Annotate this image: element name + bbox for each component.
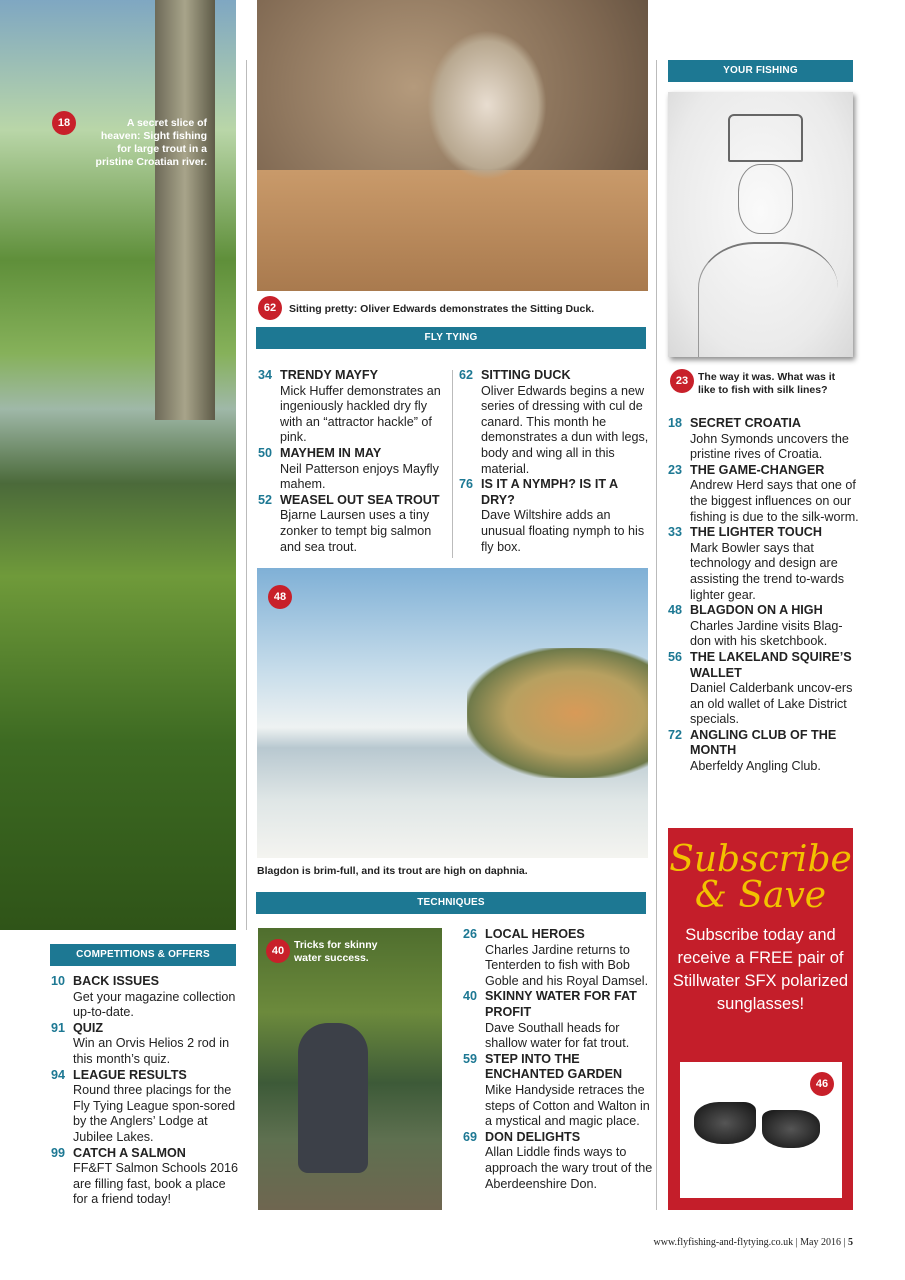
- contents-item[interactable]: [258, 368, 448, 446]
- painting-caption: Blagdon is brim-full, and its trout are high on daphnia.: [257, 865, 528, 877]
- column-divider: [656, 60, 657, 1210]
- subscribe-title-line: Subscribe: [669, 839, 852, 880]
- article-desc: Get your magazine collection up-to-date.: [73, 989, 236, 1020]
- column-divider: [246, 60, 247, 930]
- article-title: TRENDY MAYFY: [280, 368, 378, 382]
- coat-sketch: [698, 242, 838, 357]
- page-number: 69: [463, 1129, 478, 1144]
- contents-item[interactable]: [463, 1052, 653, 1130]
- page-badge: 62: [258, 296, 282, 320]
- article-title: QUIZ: [73, 1020, 104, 1035]
- contents-item[interactable]: [459, 477, 649, 555]
- face-sketch: [738, 164, 793, 234]
- section-header-your-fishing: YOUR FISHING: [668, 60, 853, 82]
- page-number: 33: [668, 525, 683, 540]
- page-number: 52: [258, 492, 273, 507]
- page-number: 76: [459, 477, 474, 492]
- article-title: DON DELIGHTS: [485, 1129, 581, 1144]
- subscribe-title-line: & Save: [694, 875, 827, 916]
- article-title: BACK ISSUES: [73, 974, 160, 988]
- page-number: 23: [668, 462, 683, 477]
- angler-photo: [258, 928, 442, 1210]
- silk-line-sketch: [668, 92, 853, 357]
- article-desc: Mark Bowler says that technology and design are assisting the trend to-wards lighter gear.: [690, 540, 844, 602]
- footer: www.flyfishing-and-flytying.co.uk | May 2016 | 5: [653, 1237, 853, 1248]
- page-number: 40: [463, 989, 478, 1004]
- fly-tying-list-right: [459, 368, 649, 555]
- fly-wing: [427, 30, 547, 180]
- subscribe-title: [668, 839, 853, 916]
- article-desc: John Symonds uncovers the pristine rives of Croatia.: [690, 431, 849, 462]
- contents-item[interactable]: [463, 1130, 653, 1192]
- page-badge: 18: [52, 111, 76, 135]
- section-header-techniques: TECHNIQUES: [256, 892, 646, 914]
- page-number: 18: [668, 416, 683, 430]
- fly-tying-list-left: [258, 368, 448, 555]
- subscribe-body: Subscribe today and receive a FREE pair of Stillwater SFX polarized sunglasses!: [672, 926, 849, 1013]
- article-title: ANGLING CLUB OF THE MONTH: [690, 727, 837, 758]
- contents-item[interactable]: [258, 493, 448, 555]
- article-desc: Round three placings for the Fly Tying League spon-sored by the Anglers’ Lodge at Jubilee Lakes.: [73, 1083, 236, 1144]
- contents-item[interactable]: [668, 603, 860, 650]
- subscribe-promo[interactable]: [668, 828, 853, 1210]
- painted-trees: [467, 648, 648, 778]
- article-title: BLAGDON ON A HIGH: [690, 603, 823, 618]
- page-badge: 40: [266, 939, 290, 963]
- sketch-caption: The way it was. What was it like to fish with silk lines?: [698, 371, 836, 396]
- croatia-river-photo: [0, 0, 236, 930]
- article-desc: Win an Orvis Helios 2 rod in this month’s quiz.: [73, 1036, 230, 1066]
- your-fishing-list: [668, 416, 860, 775]
- sunglasses-lens: [694, 1102, 756, 1144]
- footer-url[interactable]: www.flyfishing-and-flytying.co.uk: [653, 1237, 794, 1248]
- article-title: STEP INTO THE ENCHANTED GARDEN: [485, 1051, 623, 1082]
- contents-item[interactable]: [51, 974, 241, 1021]
- page-number: 94: [51, 1067, 66, 1082]
- article-title: THE LIGHTER TOUCH: [690, 525, 823, 540]
- blagdon-painting: [257, 568, 648, 858]
- contents-item[interactable]: [459, 368, 649, 477]
- photo-caption: A secret slice of heaven: Sight fishing for large trout in a pristine Croatian river.: [95, 117, 207, 168]
- article-desc: Allan Liddle finds ways to approach the wary trout of the Aberdeenshire Don.: [485, 1145, 653, 1191]
- page-number: 34: [258, 368, 273, 382]
- page-number: 56: [668, 649, 683, 664]
- article-desc: Charles Jardine visits Blag-don with his sketchbook.: [690, 618, 843, 649]
- page-badge: 46: [810, 1072, 834, 1096]
- sunglasses-image: [680, 1062, 842, 1198]
- contents-item[interactable]: [51, 1021, 241, 1068]
- section-header-competitions: COMPETITIONS & OFFERS: [50, 944, 236, 966]
- sunglasses-lens: [762, 1110, 820, 1148]
- page-number: 91: [51, 1020, 66, 1035]
- article-desc: Dave Southall heads for shallow water for fat trout.: [485, 1020, 630, 1051]
- page-number: 59: [463, 1051, 478, 1066]
- article-desc: Mick Huffer demonstrates an ingeniously hackled dry fly with an “attractor hackle” of pink.: [280, 383, 441, 445]
- page-number: 50: [258, 445, 273, 460]
- contents-item[interactable]: [463, 989, 653, 1051]
- article-desc: Mike Handyside retraces the steps of Cotton and Walton in a mystical and magic place.: [485, 1082, 650, 1129]
- contents-item[interactable]: [51, 1146, 241, 1208]
- top-hat-sketch: [728, 114, 803, 162]
- article-title: LOCAL HEROES: [485, 927, 585, 941]
- article-desc: Daniel Calderbank uncov-ers an old wallet of Lake District specials.: [690, 681, 853, 727]
- article-title: THE LAKELAND SQUIRE’S WALLET: [690, 649, 852, 680]
- footer-page-number: 5: [848, 1237, 853, 1248]
- contents-item[interactable]: [668, 525, 860, 603]
- page-number: 62: [459, 368, 474, 382]
- page-badge: 23: [670, 369, 694, 393]
- contents-item[interactable]: [668, 650, 860, 728]
- page-number: 48: [668, 603, 683, 618]
- article-title: IS IT A NYMPH? IS IT A DRY?: [481, 477, 618, 507]
- article-title: MAYHEM IN MAY: [280, 445, 382, 460]
- article-title: SITTING DUCK: [481, 368, 571, 382]
- article-title: LEAGUE RESULTS: [73, 1067, 187, 1082]
- sitting-duck-fly-photo: [257, 0, 648, 291]
- tree-trunk: [155, 0, 215, 420]
- column-divider: [452, 370, 453, 558]
- article-title: THE GAME-CHANGER: [690, 462, 825, 477]
- contents-item[interactable]: [668, 463, 860, 525]
- contents-item[interactable]: [51, 1068, 241, 1146]
- article-desc: Andrew Herd says that one of the biggest influences on our fishing is due to the silk-worm.: [690, 478, 859, 524]
- wooden-surface: [257, 170, 648, 291]
- article-desc: Dave Wiltshire adds an unusual floating nymph to his fly box.: [481, 508, 645, 554]
- article-desc: FF&FT Salmon Schools 2016 are filling fast, book a place for a friend today!: [73, 1161, 238, 1207]
- section-header-fly-tying: FLY TYING: [256, 327, 646, 349]
- page-number: 72: [668, 727, 683, 742]
- page-number: 10: [51, 974, 66, 988]
- techniques-list: [463, 927, 653, 1192]
- page-badge: 48: [268, 585, 292, 609]
- article-desc: Neil Patterson enjoys Mayfly mahem.: [280, 461, 439, 492]
- contents-item[interactable]: [668, 416, 860, 463]
- page-number: 99: [51, 1145, 66, 1160]
- article-desc: Charles Jardine returns to Tenterden to fish with Bob Goble and his Royal Damsel.: [485, 942, 649, 988]
- article-title: CATCH A SALMON: [73, 1145, 186, 1160]
- angler-figure: [298, 1023, 368, 1173]
- competitions-list: [51, 974, 241, 1208]
- photo-caption: Sitting pretty: Oliver Edwards demonstrates the Sitting Duck.: [289, 303, 595, 315]
- article-title: SECRET CROATIA: [690, 416, 802, 430]
- article-desc: Oliver Edwards begins a new series of dressing with cul de canard. This month he demonstrates a dun with legs, body and wing all in this material.: [481, 383, 649, 476]
- contents-item[interactable]: [463, 927, 653, 989]
- contents-item[interactable]: [258, 446, 448, 493]
- article-title: WEASEL OUT SEA TROUT: [280, 492, 440, 507]
- article-desc: Aberfeldy Angling Club.: [690, 759, 821, 774]
- article-desc: Bjarne Laursen uses a tiny zonker to tempt big salmon and sea trout.: [280, 508, 432, 554]
- photo-caption: Tricks for skinny water success.: [294, 939, 378, 964]
- contents-item[interactable]: [668, 728, 860, 775]
- article-title: SKINNY WATER FOR FAT PROFIT: [485, 989, 637, 1019]
- page-number: 26: [463, 927, 478, 941]
- footer-issue: May 2016: [800, 1237, 841, 1248]
